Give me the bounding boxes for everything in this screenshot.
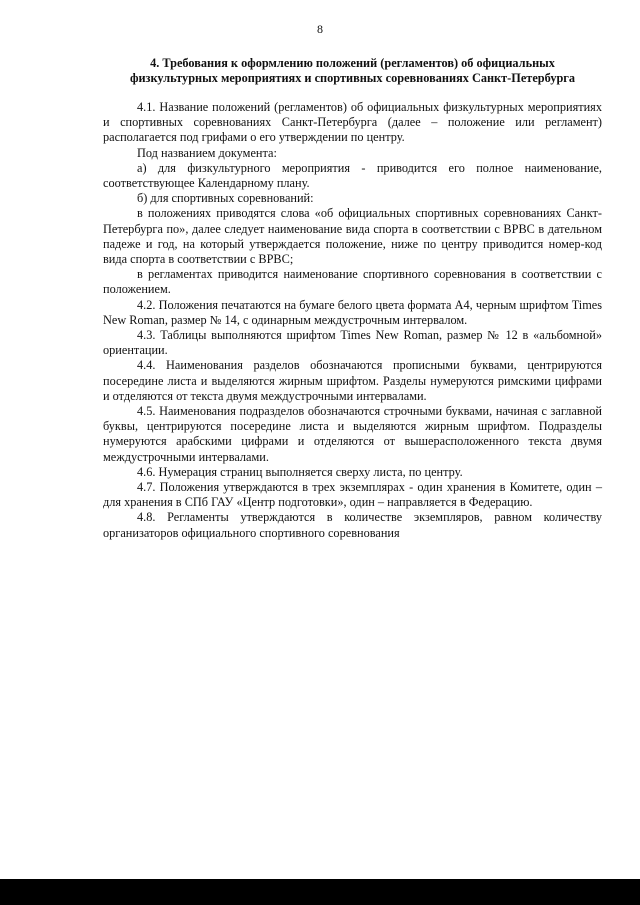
scan-edge-bar (0, 879, 640, 905)
page-number: 8 (317, 22, 323, 36)
paragraph-document-title-intro: Под названием документа: (137, 145, 277, 160)
paragraph-4-7: 4.7. Положения утверждаются в трех экземплярах - один хранения в Комитете, один – для хранения в СПб ГАУ «Центр подготовки», один – направляется в Федерацию. (103, 480, 602, 510)
paragraph-4-3: 4.3. Таблицы выполняются шрифтом Times New Roman, размер № 12 в «альбомной» ориентации. (103, 328, 602, 358)
paragraph-regulations-wording: в положениях приводятся слова «об официальных спортивных соревнованиях Санкт-Петербурга по», далее следует наименование вида спорта в соответствии с ВРВС в дательном падеже и год, на который утверждается положение, ниже по центру приводится номер-код вида спорта в соответствии с ВРВС; (103, 206, 602, 267)
section-heading-line-2: физкультурных мероприятиях и спортивных соревнованиях Санкт-Петербурга (129, 71, 576, 85)
paragraph-reglaments-wording: в регламентах приводится наименование спортивного соревнования в соответствии с положением. (103, 267, 602, 297)
paragraph-4-6: 4.6. Нумерация страниц выполняется сверху листа, по центру. (137, 464, 463, 479)
paragraph-item-a: а) для физкультурного мероприятия - приводится его полное наименование, соответствующее Календарному плану. (103, 160, 602, 191)
paragraph-4-5: 4.5. Наименования подразделов обозначаются строчными буквами, начиная с заглавной буквы, центрируются посередине листа и выделяются жирным шрифтом. Подразделы нумеруются арабскими цифрами и отделяются от вышерасположенного текста двумя междустрочными интервалами. (103, 404, 602, 464)
document-body (103, 100, 602, 541)
section-heading (105, 56, 600, 86)
paragraph-4-1: 4.1. Название положений (регламентов) об официальных физкультурных мероприятиях и спортивных соревнованиях Санкт-Петербурга (далее – положение или регламент) располагается под грифами о его утверждении по центру. (103, 100, 602, 145)
paragraph-4-8: 4.8. Регламенты утверждаются в количестве экземпляров, равном количеству организаторов официального спортивного соревнования (103, 510, 602, 540)
paragraph-item-b: б) для спортивных соревнований: (137, 191, 314, 206)
paragraph-4-4: 4.4. Наименования разделов обозначаются прописными буквами, центрируются посередине листа и выделяются жирным шрифтом. Разделы нумеруются римскими цифрами и отделяются от текста двумя междустрочными интервалами. (103, 358, 602, 403)
paragraph-4-2: 4.2. Положения печатаются на бумаге белого цвета формата А4, черным шрифтом Times New Roman, размер № 14, с одинарным междустрочным интервалом. (103, 297, 602, 327)
section-heading-line-1: 4. Требования к оформлению положений (регламентов) об официальных (150, 56, 555, 70)
